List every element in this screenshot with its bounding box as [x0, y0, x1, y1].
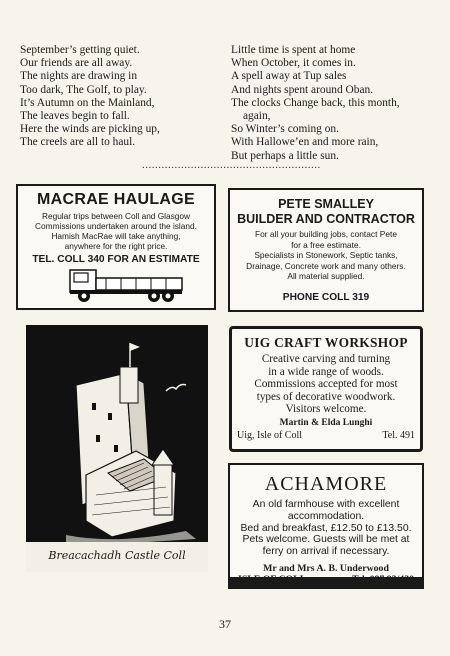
castle-drawing [26, 325, 208, 572]
ad-line: For all your building jobs, contact Pete [255, 229, 397, 239]
ad-title [230, 197, 422, 226]
ad-line: ferry on arrival if necessary. [262, 546, 390, 558]
bottom-rule [230, 577, 422, 587]
ad-telephone: Tel. 491 [382, 429, 415, 441]
poem-line: So Winter’s coming on. [231, 123, 339, 136]
ad-title-line: BUILDER AND CONTRACTOR [237, 211, 415, 226]
dotted-separator: ....................................................... [142, 159, 321, 171]
poem-line: The creels are all to haul. [20, 136, 136, 149]
ad-telephone: PHONE COLL 319 [282, 291, 370, 303]
ad-body [232, 353, 420, 416]
ad-contact-names: Mr and Mrs A. B. Underwood [263, 562, 389, 574]
poem-line: Little time is spent at home [231, 44, 356, 56]
ad-telephone: TEL. COLL 340 FOR AN ESTIMATE [32, 254, 200, 265]
ad-line: Pets welcome. Guests will be met at [242, 534, 410, 546]
poem-right-column [231, 44, 400, 163]
pete-smalley-ad [228, 188, 424, 312]
ad-line: Bed and breakfast, £12.50 to £13.50. [240, 522, 412, 534]
ad-address-row [232, 428, 420, 441]
ad-line: Specialists in Stonework, Septic tanks, [254, 250, 398, 261]
poem-line: With Hallowe’en and more rain, [231, 136, 379, 149]
ad-line: All material supplied. [287, 271, 365, 282]
macrae-haulage-ad [16, 184, 216, 310]
truck-icon [66, 264, 186, 304]
poem-line: It’s Autumn on the Mainland, [20, 96, 155, 109]
ad-title: UIG CRAFT WORKSHOP [244, 335, 408, 350]
poem-left-column [20, 44, 160, 150]
ad-line: Commissions accepted for most [254, 378, 398, 390]
uig-craft-workshop-ad [229, 326, 423, 452]
ad-title: MACRAE HAULAGE [37, 191, 195, 208]
ad-line: Regular trips between Coll and Glasgow [41, 211, 191, 221]
ad-line: Commissions undertaken around the island. [35, 221, 197, 231]
ad-contact-names: Martin & Elda Lunghi [279, 417, 373, 428]
poem-line: The nights are drawing in [20, 70, 138, 83]
poem-line: again, [243, 110, 271, 123]
poem-line: When October, it comes in. [231, 57, 356, 70]
poem-line: Too dark, The Golf, to play. [20, 83, 147, 96]
ad-line: Hamish MacRae will take anything, [51, 231, 181, 241]
achamore-ad [228, 463, 424, 589]
poem-line: A spell away at Tup sales [231, 70, 347, 83]
castle-caption: Breacachadh Castle Coll [48, 549, 186, 562]
ad-line: types of decorative woodwork. [256, 390, 396, 403]
poem-line: And nights spent around Oban. [231, 83, 374, 96]
poem-line: The leaves begin to fall. [20, 110, 130, 123]
ad-address: Uig, Isle of Coll [237, 429, 302, 441]
ad-line: accommodation. [287, 510, 365, 522]
ad-line: in a wide range of woods. [268, 365, 384, 378]
poem-line: But perhaps a little sun. [231, 149, 339, 162]
ad-line: Drainage, Concrete work and many others. [246, 260, 406, 271]
ad-title-line: PETE SMALLEY [278, 197, 374, 211]
ad-line: Visitors welcome. [285, 403, 367, 415]
ad-line: An old farmhouse with excellent [252, 499, 400, 510]
ad-body [18, 211, 214, 251]
ad-title: ACHAMORE [264, 473, 388, 495]
poem-line: The clocks Change back, this month, [231, 96, 400, 109]
ad-line: for a free estimate. [291, 239, 361, 250]
ad-body [230, 229, 422, 282]
ad-body [230, 499, 422, 558]
page-number: 37 [219, 617, 231, 631]
ad-line: anywhere for the right price. [64, 241, 168, 251]
poem-line: September’s getting quiet. [20, 44, 140, 56]
poem-line: Here the winds are picking up, [20, 123, 160, 136]
castle-illustration [26, 325, 208, 572]
poem-line: Our friends are all away. [20, 57, 133, 70]
ad-line: Creative carving and turning [261, 353, 391, 365]
